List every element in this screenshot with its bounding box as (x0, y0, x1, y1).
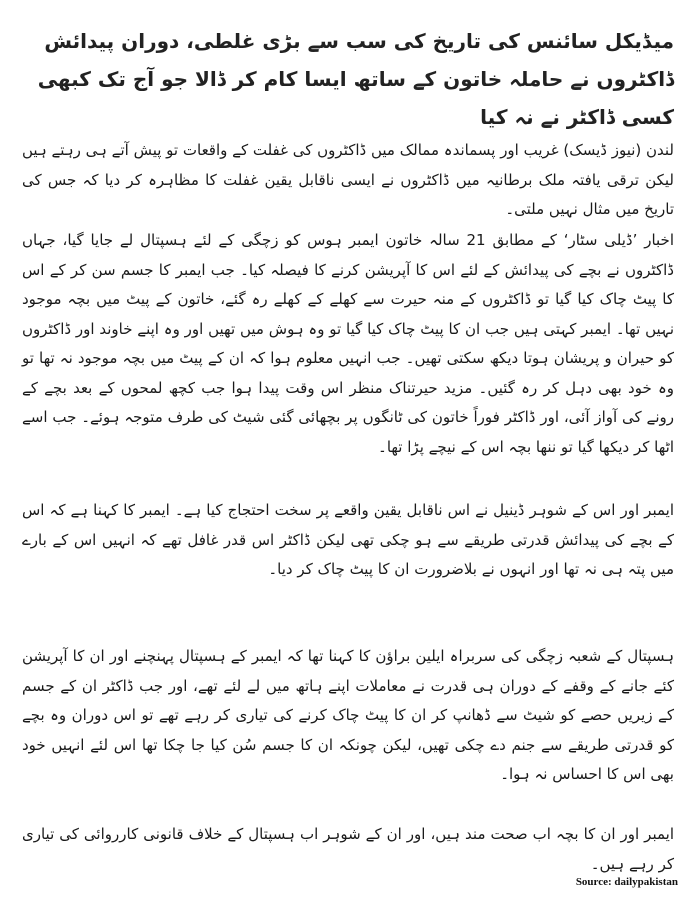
source-credit: Source: dailypakistan (575, 876, 678, 888)
article-paragraph-5: ایمبر اور ان کا بچہ اب صحت مند ہیں، اور ان کے شوہر اب ہسپتال کے خلاف قانونی کارروائی کی تیاری کر رہے ہیں۔ (22, 825, 674, 873)
article-headline: میڈیکل سائنس کی تاریخ کی سب سے بڑی غلطی، دوران پیدائش ڈاکٹروں نے حاملہ خاتون کے ساتھ ایسا کام کر ڈالا جو آج تک کبھی کسی ڈاکٹر نے نہ کیا (37, 29, 674, 129)
article-paragraph-2: اخبار ’ڈیلی سٹار‘ کے مطابق 21 سالہ خاتون ایمبر ہوس کو زچگی کے لئے ہسپتال لے جایا گیا، جہاں ڈاکٹروں نے بچے کی پیدائش کے لئے اس کا آپریشن کرنے کا فیصلہ کیا۔ جب ایمبر کا جسم سن کر کے اس کا پیٹ چاک کیا گیا تو ڈاکٹروں کے منہ حیرت سے کھلے کے کھلے رہ گئے، خاتون کے پیٹ میں بچہ موجود نہیں تھا۔ ایمبر کہتی ہیں جب ان کا پیٹ چاک کیا گیا تو وہ ہوش میں تھیں اور وہ اپنے خاوند اور ڈاکٹروں کو حیران و پریشان ہوتا دیکھ سکتی تھیں۔ جب انہیں معلوم ہوا کہ ان کے پیٹ میں بچہ موجود نہ تھا تو وہ خود بھی دہل کر رہ گئیں۔ مزید حیرتناک منظر اس وقت پیدا ہوا جب کچھ لمحوں کے بعد بچے کے رونے کی آواز آئی، اور ڈاکٹر فوراً خاتون کی ٹانگوں پر بچھائی گئی شیٹ کی طرف متوجہ ہوئے۔ جب اسے اٹھا کر دیکھا گیا تو ننھا بچہ اس کے نیچے پڑا تھا۔ (22, 231, 674, 456)
article-paragraph-4: ہسپتال کے شعبہ زچگی کی سربراہ ایلین براؤن کا کہنا تھا کہ ایمبر کے ہسپتال پہنچنے اور ان کا آپریشن کئے جانے کے وقفے کے دوران ہی قدرت نے معاملات اپنے ہاتھ میں لے لئے تھے، اور جب ڈاکٹر ان کے جسم کے زیریں حصے کو شیٹ سے ڈھانپ کر ان کا پیٹ چاک کرنے کی تیاری کر رہے تھے تو اس دوران وہ بچے کو قدرتی طریقے سے جنم دے چکی تھیں، لیکن چونکہ ان کا جسم سُن کیا جا چکا تھا اس لئے انہیں خود بھی اس کا احساس نہ ہوا۔ (22, 647, 674, 783)
article-paragraph-3: ایمبر اور اس کے شوہر ڈینیل نے اس ناقابل یقین واقعے پر سخت احتجاج کیا ہے۔ ایمبر کا کہنا ہے کہ اس کے بچے کی پیدائش قدرتی طریقے سے ہو چکی تھی لیکن ڈاکٹر اس قدر غافل تھے کہ انہیں اس کے بارے میں پتہ ہی نہ تھا اور انہوں نے بلاضرورت ان کا پیٹ چاک کر دیا۔ (22, 501, 674, 578)
article-paragraph-1: لندن (نیوز ڈیسک) غریب اور پسماندہ ممالک میں ڈاکٹروں کی غفلت کے واقعات تو پیش آتے ہی رہتے ہیں لیکن ترقی یافتہ ملک برطانیہ میں ڈاکٹروں نے ایسی ناقابل یقین غفلت کا مظاہرہ کر دیا کہ جس کی تاریخ میں مثال نہیں ملتی۔ (22, 141, 674, 218)
